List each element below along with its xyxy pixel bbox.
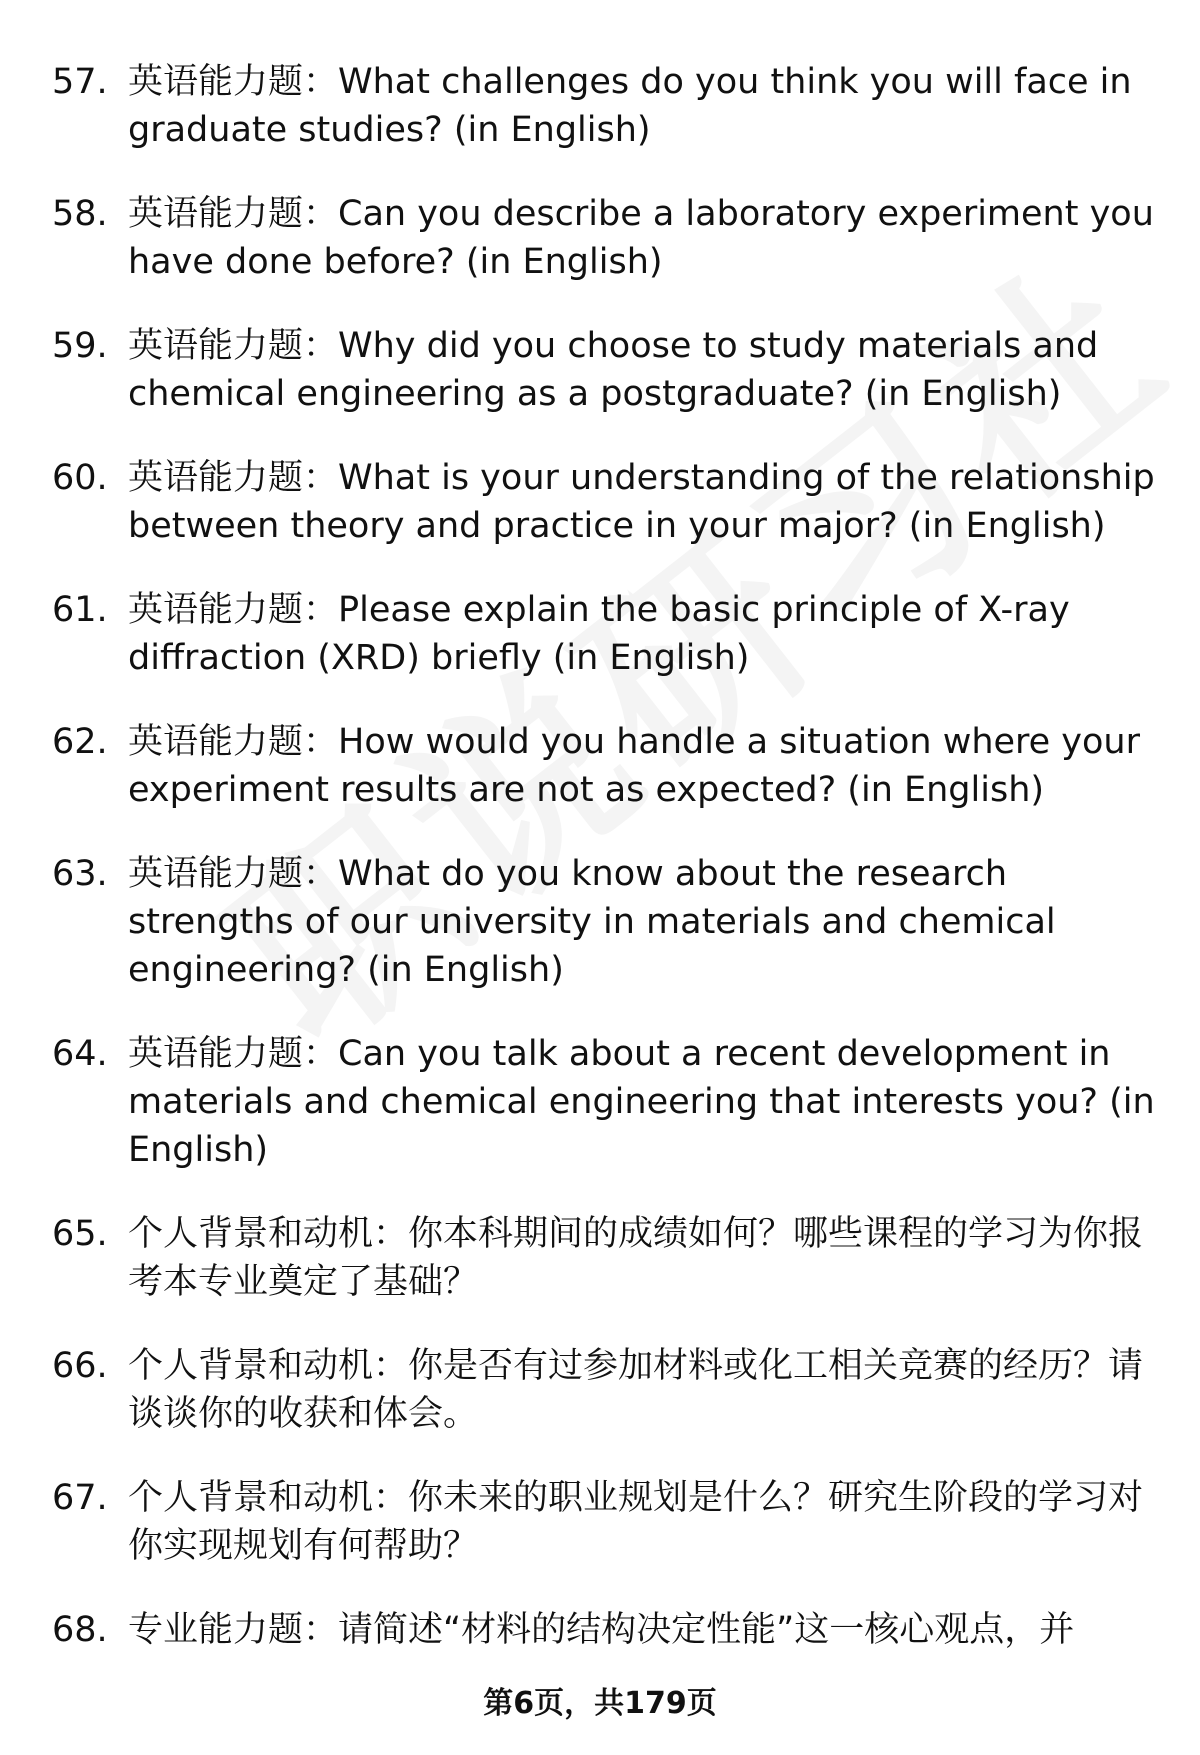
question-item-60 xyxy=(0,454,1200,550)
question-item-67 xyxy=(0,1474,1200,1570)
question-number: 57. xyxy=(52,62,108,102)
question-item-65 xyxy=(0,1210,1200,1306)
question-number: 65. xyxy=(52,1214,108,1254)
question-category: 英语能力题： xyxy=(128,326,339,366)
question-category: 英语能力题： xyxy=(128,62,339,102)
question-item-61 xyxy=(0,586,1200,682)
question-text: Why did you choose to study materials and chemical engineering as a postgraduate? (in English) xyxy=(128,326,1099,414)
question-text: Can you describe a laboratory experiment you have done before? (in English) xyxy=(128,194,1154,282)
question-number: 60. xyxy=(52,458,108,498)
question-item-59 xyxy=(0,322,1200,418)
question-category: 个人背景和动机： xyxy=(128,1346,409,1386)
question-text: 你未来的职业规划是什么？研究生阶段的学习对你实现规划有何帮助？ xyxy=(128,1478,1144,1566)
question-number: 59. xyxy=(52,326,108,366)
question-number: 67. xyxy=(52,1478,108,1518)
question-text: 请简述“材料的结构决定性能”这一核心观点，并 xyxy=(338,1610,1075,1650)
question-text: How would you handle a situation where your experiment results are not as expected? (in English) xyxy=(128,722,1141,810)
question-text: Can you talk about a recent development in materials and chemical engineering that interests you? (in English) xyxy=(128,1034,1155,1170)
question-category: 英语能力题： xyxy=(128,590,339,630)
question-item-66 xyxy=(0,1342,1200,1438)
question-item-62 xyxy=(0,718,1200,814)
question-category: 英语能力题： xyxy=(128,458,339,498)
question-number: 63. xyxy=(52,854,108,894)
question-text: What challenges do you think you will face in graduate studies? (in English) xyxy=(128,62,1132,150)
question-category: 个人背景和动机： xyxy=(128,1214,409,1254)
question-number: 64. xyxy=(52,1034,108,1074)
question-item-57 xyxy=(0,58,1200,154)
question-text: What do you know about the research strengths of our university in materials and chemical engineering? (in English) xyxy=(128,854,1056,990)
question-category: 个人背景和动机： xyxy=(128,1478,409,1518)
question-number: 58. xyxy=(52,194,108,234)
question-item-64 xyxy=(0,1030,1200,1174)
question-category: 专业能力题： xyxy=(128,1610,339,1650)
question-category: 英语能力题： xyxy=(128,854,339,894)
question-number: 68. xyxy=(52,1610,108,1650)
question-category: 英语能力题： xyxy=(128,1034,339,1074)
question-item-63 xyxy=(0,850,1200,994)
question-number: 61. xyxy=(52,590,108,630)
question-text: Please explain the basic principle of X-ray diffraction (XRD) briefly (in English) xyxy=(128,590,1070,678)
question-text: What is your understanding of the relationship between theory and practice in your major? (in English) xyxy=(128,458,1155,546)
question-text: 你是否有过参加材料或化工相关竞赛的经历？请谈谈你的收获和体会。 xyxy=(128,1346,1144,1434)
question-category: 英语能力题： xyxy=(128,722,339,762)
question-item-58 xyxy=(0,190,1200,286)
question-text: 你本科期间的成绩如何？哪些课程的学习为你报考本专业奠定了基础？ xyxy=(128,1214,1144,1302)
question-number: 66. xyxy=(52,1346,108,1386)
question-number: 62. xyxy=(52,722,108,762)
question-category: 英语能力题： xyxy=(128,194,339,234)
page-footer: 第6页，共179页 xyxy=(483,1686,717,1721)
question-item-68 xyxy=(0,1606,1200,1654)
question-list xyxy=(0,58,1200,1690)
